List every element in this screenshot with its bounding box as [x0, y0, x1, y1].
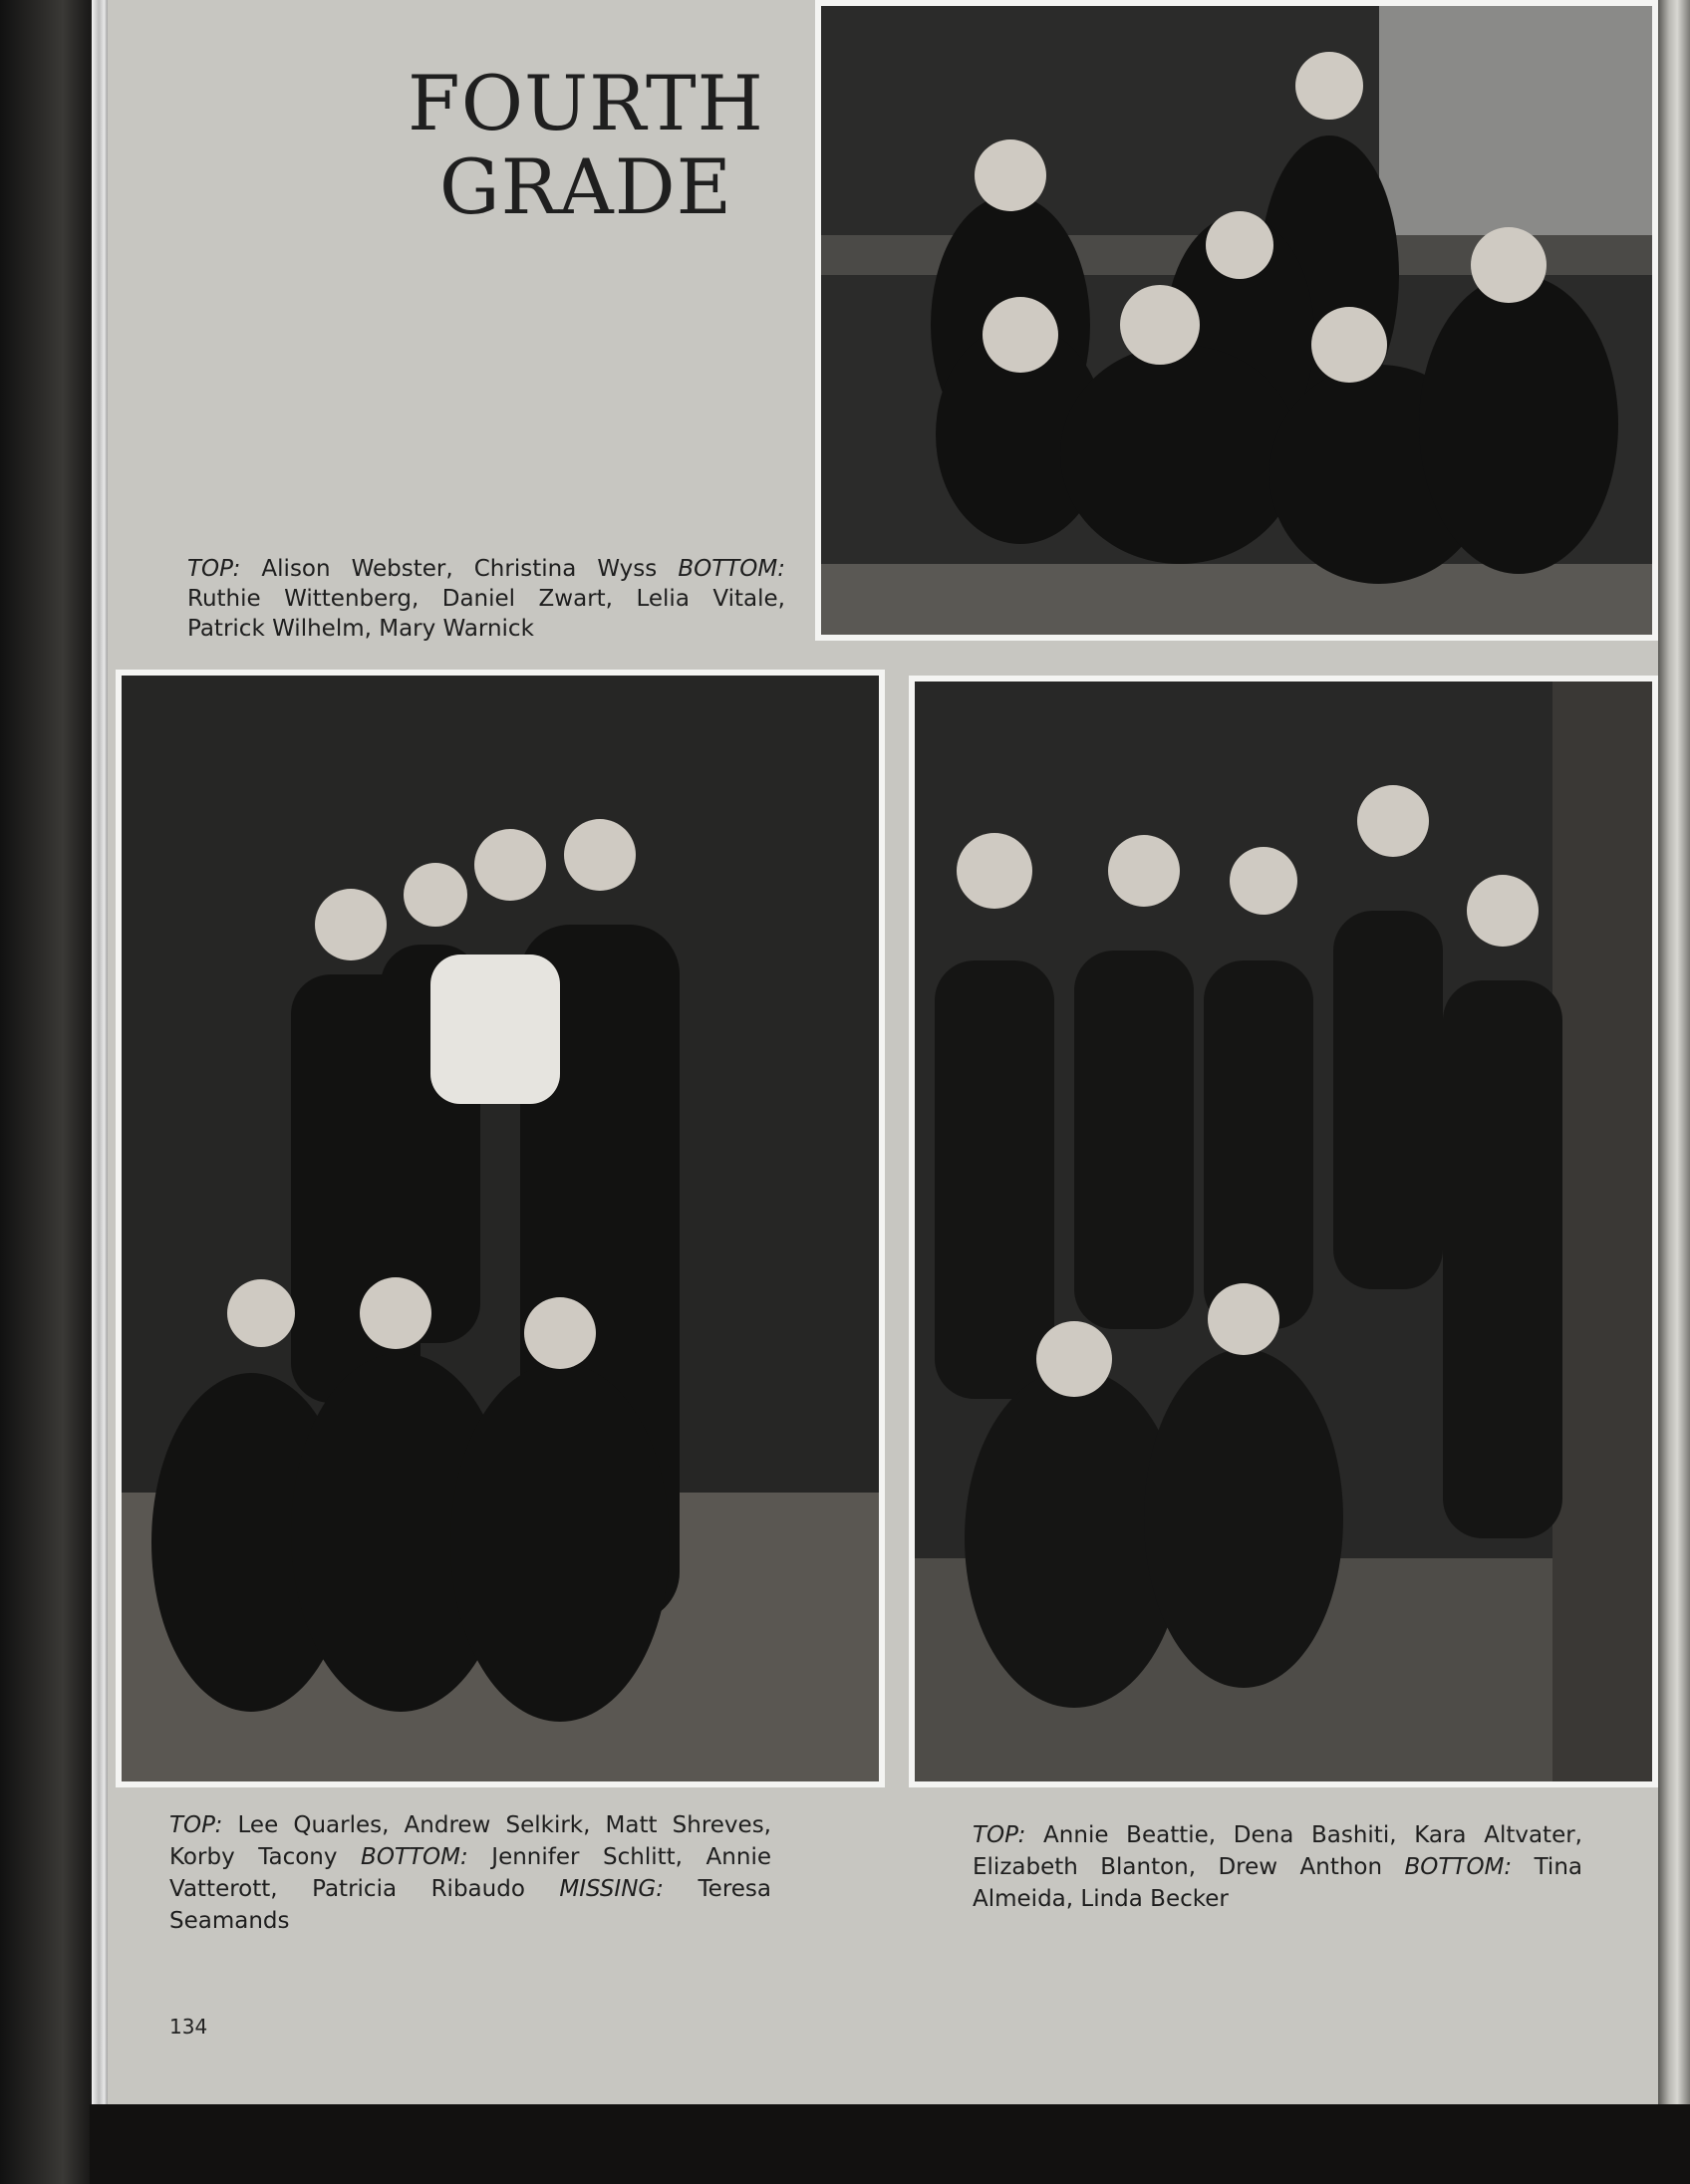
book-binding	[0, 0, 90, 2184]
group-photo-icon	[915, 682, 1652, 1781]
caption-bottom-label: BOTTOM:	[1404, 1854, 1513, 1880]
caption-bottom-label: BOTTOM:	[678, 556, 785, 582]
title-line-2: GRADE	[438, 142, 733, 231]
page-shadow	[90, 2104, 1690, 2184]
caption-top-label: TOP:	[169, 1812, 223, 1838]
caption-missing-label: MISSING:	[559, 1876, 664, 1902]
group-photo-icon	[122, 676, 879, 1781]
photo-top-right	[815, 0, 1658, 641]
page-title	[407, 59, 765, 231]
caption-missing-names: Teresa Seamands	[169, 1876, 771, 1934]
page-number: 134	[169, 2015, 208, 2039]
caption-top-label: TOP:	[973, 1822, 1026, 1848]
caption-bottom-right	[973, 1819, 1582, 1915]
caption-top-names: Alison Webster, Christina Wyss	[240, 556, 679, 582]
caption-top-right	[187, 554, 785, 644]
caption-bottom-left	[169, 1809, 771, 1937]
photo-bottom-right	[909, 676, 1658, 1787]
group-photo-icon	[821, 6, 1652, 635]
photo-bottom-left	[116, 670, 885, 1787]
facing-page-edge	[1658, 0, 1690, 2104]
caption-top-names: Annie Beattie, Dena Bashiti, Kara Altvater, Elizabeth Blanton, Drew Anthon	[973, 1822, 1582, 1880]
caption-bottom-names: Ruthie Wittenberg, Daniel Zwart, Lelia Vitale, Patrick Wilhelm, Mary Warnick	[187, 586, 785, 642]
caption-top-names: Lee Quarles, Andrew Selkirk, Matt Shreves, Korby Tacony	[169, 1812, 771, 1870]
title-line-1: FOURTH	[408, 59, 764, 147]
caption-bottom-label: BOTTOM:	[361, 1844, 468, 1870]
caption-top-label: TOP:	[187, 556, 241, 582]
caption-bottom-names: Tina Almeida, Linda Becker	[973, 1854, 1582, 1912]
caption-bottom-names: Jennifer Schlitt, Annie Vatterott, Patricia Ribaudo	[169, 1844, 771, 1902]
